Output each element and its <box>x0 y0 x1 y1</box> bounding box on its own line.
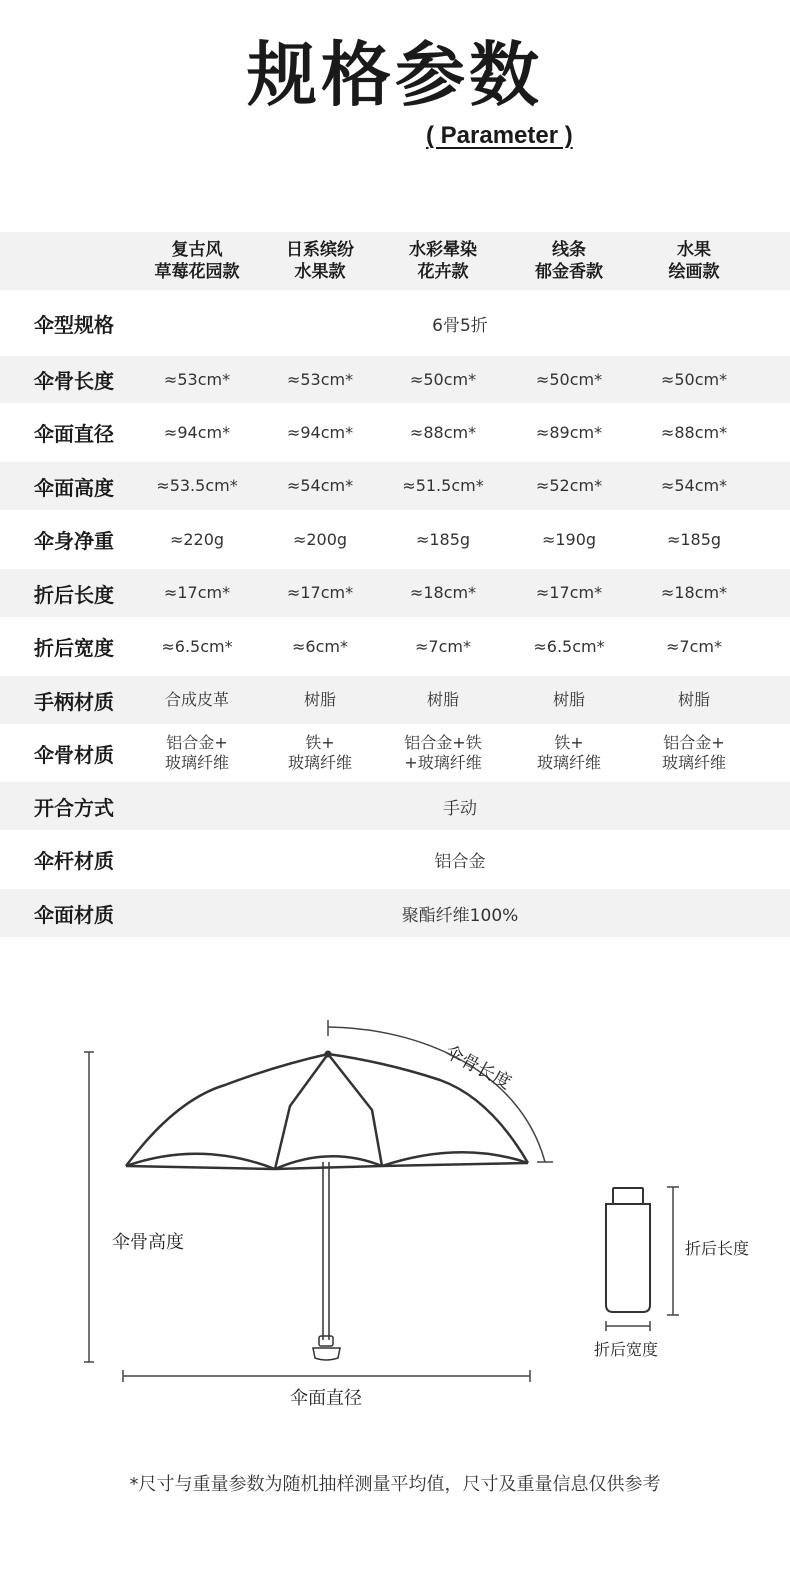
table-row <box>0 617 790 676</box>
table-cell: 树脂 <box>303 690 336 709</box>
table-cell: ≈200g <box>292 529 348 549</box>
table-row <box>0 290 790 356</box>
column-header: 水果 绘画款 <box>668 240 720 282</box>
table-cell: 铁+ 玻璃纤维 <box>536 733 601 772</box>
table-cell: ≈185g <box>415 529 471 549</box>
row-label: 折后宽度 <box>34 636 114 660</box>
row-label: 开合方式 <box>34 795 114 820</box>
table-cell: ≈54cm* <box>286 476 354 495</box>
umbrella-tip <box>325 1051 332 1058</box>
folded-umbrella <box>606 1188 650 1312</box>
height-label: 伞骨高度 <box>112 1232 184 1253</box>
row-label: 伞面高度 <box>34 475 114 500</box>
table-cell: 铁+ 玻璃纤维 <box>287 733 352 772</box>
table-cell: ≈88cm* <box>409 422 477 442</box>
row-label: 伞面材质 <box>34 902 114 927</box>
size-diagram <box>0 1000 790 1420</box>
row-label: 伞型规格 <box>34 312 114 337</box>
measurement-lines <box>84 1020 679 1382</box>
umbrella-illustration <box>0 1000 790 1420</box>
row-label: 伞杆材质 <box>34 849 114 873</box>
footnote: *尺寸与重量参数为随机抽样测量平均值，尺寸及重量信息仅供参考 <box>129 1474 661 1495</box>
row-value: 手动 <box>443 798 477 819</box>
row-label: 伞骨材质 <box>34 742 114 767</box>
table-row <box>0 889 790 937</box>
table-cell: ≈51.5cm* <box>402 476 484 495</box>
page-subtitle: ( Parameter ) <box>426 122 573 149</box>
table-cell: ≈50cm* <box>535 369 603 389</box>
table-cell: 树脂 <box>552 690 585 709</box>
row-label: 伞面直径 <box>34 422 114 446</box>
table-cell: ≈54cm* <box>660 476 728 495</box>
table-cell: ≈89cm* <box>535 422 603 442</box>
table-row <box>0 830 790 889</box>
table-cell: ≈53.5cm* <box>156 476 238 495</box>
table-row <box>0 403 790 462</box>
table-row <box>0 569 790 617</box>
table-row <box>0 676 790 724</box>
table-cell: ≈50cm* <box>409 369 477 389</box>
table-row <box>0 724 790 782</box>
table-cell: ≈6.5cm* <box>161 636 233 656</box>
row-label: 伞骨长度 <box>34 369 114 393</box>
row-label: 手柄材质 <box>34 689 114 714</box>
table-cell: ≈88cm* <box>660 422 728 442</box>
column-header: 线条 郁金香款 <box>535 240 603 282</box>
folded-length-label: 折后长度 <box>685 1239 750 1258</box>
spec-table <box>0 232 790 937</box>
table-cell: 树脂 <box>426 690 459 709</box>
page-title: 规格参数 <box>247 34 543 116</box>
table-cell: ≈7cm* <box>415 636 471 656</box>
table-cell: ≈190g <box>541 529 597 549</box>
table-cell: ≈185g <box>666 529 722 549</box>
diameter-label: 伞面直径 <box>290 1388 362 1409</box>
row-value: 铝合金 <box>434 852 486 872</box>
table-cell: ≈17cm* <box>286 583 354 602</box>
column-header: 日系缤纷 水果款 <box>286 240 354 282</box>
table-row <box>0 356 790 403</box>
table-cell: ≈53cm* <box>286 369 354 389</box>
row-label: 折后长度 <box>34 582 114 607</box>
table-cell: ≈94cm* <box>286 422 354 442</box>
row-value: 聚酯纤维100% <box>401 905 519 926</box>
row-value: 6骨5折 <box>432 315 488 336</box>
table-cell: 树脂 <box>677 690 710 709</box>
row-label: 伞身净重 <box>34 529 114 553</box>
table-cell: ≈52cm* <box>535 476 603 495</box>
table-cell: ≈50cm* <box>660 369 728 389</box>
table-row <box>0 782 790 830</box>
rib-length-label: 伞骨长度 <box>441 1041 515 1094</box>
table-cell: ≈94cm* <box>163 422 231 442</box>
table-cell: 合成皮革 <box>164 690 229 709</box>
column-header: 复古风 草莓花园款 <box>154 240 240 282</box>
umbrella-shaft <box>313 1162 340 1360</box>
table-cell: ≈18cm* <box>660 583 728 602</box>
table-cell: ≈6.5cm* <box>533 636 605 656</box>
table-cell: ≈17cm* <box>163 583 231 602</box>
table-cell: ≈17cm* <box>535 583 603 602</box>
folded-width-label: 折后宽度 <box>594 1340 659 1359</box>
table-cell: 铝合金+ 玻璃纤维 <box>164 733 229 772</box>
column-header: 水彩晕染 花卉款 <box>409 240 477 282</box>
table-cell: 铝合金+铁 +玻璃纤维 <box>404 733 482 772</box>
table-cell: ≈6cm* <box>292 636 348 656</box>
table-row <box>0 510 790 569</box>
table-row <box>0 462 790 510</box>
table-cell: ≈7cm* <box>666 636 722 656</box>
table-cell: ≈53cm* <box>163 369 231 389</box>
table-header-row <box>0 232 790 290</box>
table-cell: ≈18cm* <box>409 583 477 602</box>
table-cell: ≈220g <box>169 529 225 549</box>
table-cell: 铝合金+ 玻璃纤维 <box>661 733 726 772</box>
